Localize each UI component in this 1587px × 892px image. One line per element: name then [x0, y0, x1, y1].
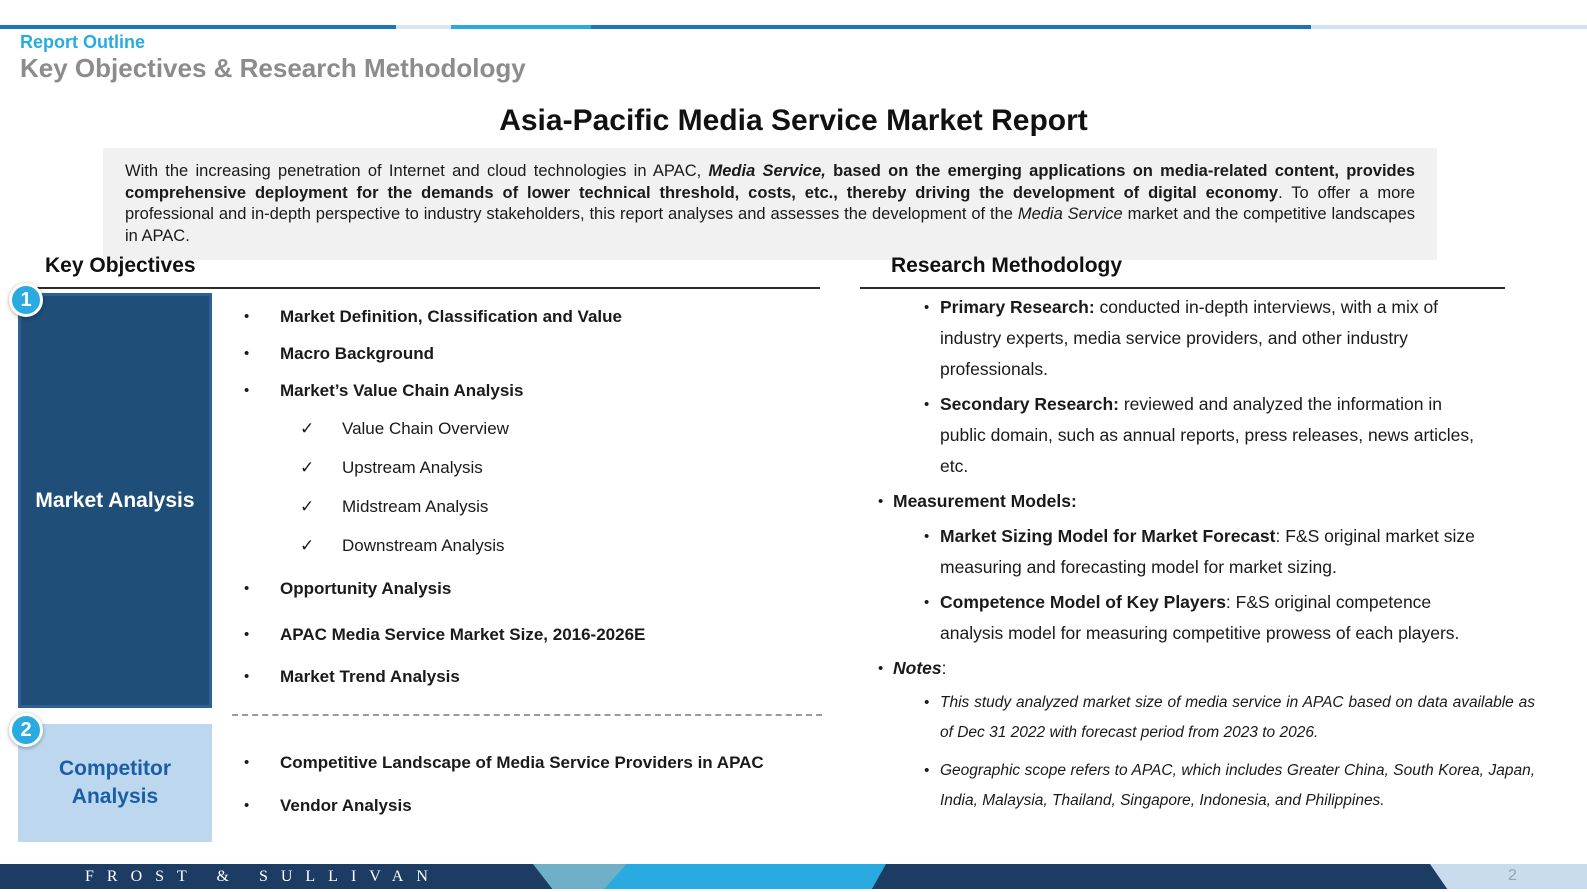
bullet-icon: • [244, 797, 250, 814]
page-number: 2 [1508, 867, 1517, 884]
list-item-text: : F&S original competence analysis model for measuring competitive prowess of each players. [940, 592, 1460, 643]
list-item [232, 666, 832, 687]
check-icon: ✓ [300, 497, 315, 516]
bullet-icon: • [244, 580, 250, 597]
bullet-icon: • [244, 308, 250, 325]
intro-text-normal: . To offer a more professional and in-depth perspective to industry stakeholders, this report analyses and assesses the development of the [125, 183, 1415, 223]
top-line-segment [1311, 25, 1587, 29]
list-subitem [232, 535, 832, 556]
list-item-text: conducted in-depth interviews, with a mix of industry experts, media service providers, and other industry professionals. [940, 297, 1439, 379]
top-line-segment [0, 25, 396, 29]
bullet-icon: • [924, 694, 930, 711]
check-icon: ✓ [300, 536, 315, 555]
footer-cyan-segment [604, 864, 886, 889]
bullet-icon: • [924, 762, 930, 779]
key-objectives-heading: Key Objectives [45, 254, 196, 277]
list-item-text: : [941, 658, 947, 678]
step-1-badge: 1 [9, 283, 43, 317]
top-accent-line [0, 25, 1587, 29]
list-subitem-label: Upstream Analysis [342, 458, 483, 477]
list-item-text: : F&S original market size measuring and forecasting model for market sizing. [940, 526, 1475, 577]
note-item [850, 688, 1535, 748]
intro-text-normal: market and the competitive landscapes in APAC. [125, 205, 1415, 245]
note-text: Geographic scope refers to APAC, which includes Greater China, South Korea, Japan, India, Malaysia, Thailand, Singapore, Indonesia, and Philippines. [940, 762, 1535, 809]
bullet-icon: • [924, 396, 930, 413]
list-item [232, 624, 832, 645]
list-subitem [232, 418, 832, 439]
list-item [850, 486, 1530, 517]
list-item-lead: Notes [893, 658, 942, 678]
key-objectives-list [232, 306, 832, 703]
list-item-label: Opportunity Analysis [280, 579, 452, 598]
intro-text-bold-italic: Media Service, [708, 162, 826, 180]
list-subitem-label: Midstream Analysis [342, 497, 489, 516]
list-subitem-label: Value Chain Overview [342, 419, 509, 438]
check-icon: ✓ [300, 419, 315, 438]
list-subitem [232, 496, 832, 517]
bullet-icon: • [878, 660, 884, 677]
key-objectives-rule [30, 287, 820, 289]
list-item [232, 380, 832, 401]
list-item-lead: Market Sizing Model for Market Forecast [940, 526, 1276, 546]
list-item [850, 521, 1475, 583]
bullet-icon: • [244, 626, 250, 643]
top-line-segment [591, 25, 1311, 29]
market-analysis-box: Market Analysis [18, 293, 212, 708]
top-line-segment [451, 25, 591, 29]
research-methodology-heading: Research Methodology [891, 254, 1123, 277]
slide-heading: Key Objectives & Research Methodology [20, 53, 526, 83]
report-title: Asia-Pacific Media Service Market Report [499, 104, 1088, 137]
step-2-badge: 2 [9, 713, 43, 747]
list-item-label: Vendor Analysis [280, 796, 412, 815]
list-item-label: Market’s Value Chain Analysis [280, 381, 524, 400]
slide-eyebrow: Report Outline [20, 32, 145, 52]
list-item-label: Market Trend Analysis [280, 667, 460, 686]
footer-bar [0, 864, 1587, 889]
list-item-label: Macro Background [280, 344, 434, 363]
list-item-label: Market Definition, Classification and Value [280, 307, 622, 326]
bullet-icon: • [244, 668, 250, 685]
list-item [232, 306, 832, 327]
list-subitem-label: Downstream Analysis [342, 536, 505, 555]
bullet-icon: • [244, 345, 250, 362]
intro-text-italic: Media Service [1017, 205, 1123, 223]
top-line-segment [396, 25, 451, 29]
list-item [232, 752, 832, 773]
intro-text-bold: based on the emerging applications on media-related content, provides comprehensive deployment for the demands of lower technical threshold, costs, etc., thereby driving the development of digital economy [125, 162, 1415, 202]
section-divider [232, 714, 822, 716]
list-item-lead: Primary Research: [940, 297, 1095, 317]
list-item-lead: Secondary Research: [940, 394, 1119, 414]
research-methodology-rule [860, 287, 1505, 289]
list-item-label: Competitive Landscape of Media Service Providers in APAC [280, 753, 764, 772]
list-item-lead: Competence Model of Key Players [940, 592, 1226, 612]
list-item [232, 795, 832, 816]
list-item-label: APAC Media Service Market Size, 2016-2026E [280, 625, 646, 644]
list-item-lead: Measurement Models: [893, 491, 1077, 511]
list-item [232, 578, 832, 599]
bullet-icon: • [924, 299, 930, 316]
research-methodology-list [850, 292, 1535, 824]
list-item [850, 292, 1475, 385]
check-icon: ✓ [300, 458, 315, 477]
bullet-icon: • [878, 493, 884, 510]
list-subitem [232, 457, 832, 478]
intro-paragraph [103, 148, 1437, 260]
list-item [850, 587, 1475, 649]
competitor-analysis-box: Competitor Analysis [18, 724, 212, 842]
note-item [850, 756, 1535, 816]
bullet-icon: • [924, 528, 930, 545]
note-text: This study analyzed market size of media service in APAC based on data available as of Dec 31 2022 with forecast period from 2023 to 2026. [940, 694, 1535, 741]
list-item [232, 343, 832, 364]
list-item [850, 653, 1530, 684]
list-item-text: reviewed and analyzed the information in public domain, such as annual reports, press releases, news articles, etc. [940, 394, 1475, 476]
bullet-icon: • [244, 754, 250, 771]
competitor-objectives-list [232, 752, 832, 838]
bullet-icon: • [244, 382, 250, 399]
frost-sullivan-logo: FROST & SULLIVAN [85, 867, 441, 885]
intro-text-normal: With the increasing penetration of Internet and cloud technologies in APAC, [125, 162, 709, 180]
list-item [850, 389, 1475, 482]
bullet-icon: • [924, 594, 930, 611]
